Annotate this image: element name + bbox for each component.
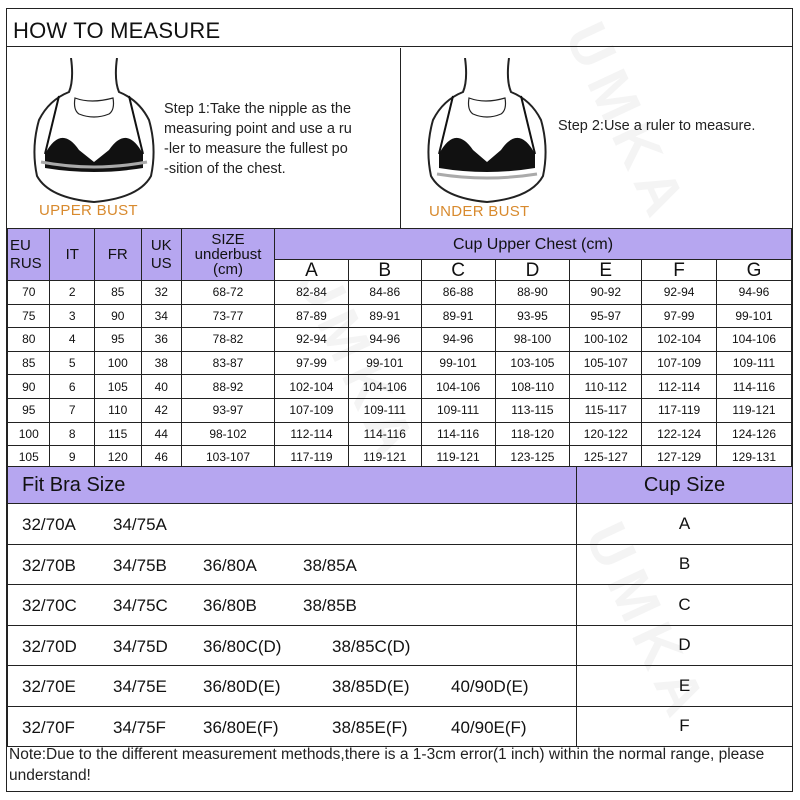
table-cell: 108-110: [495, 375, 570, 399]
measurement-note: Note:Due to the different measurement methods,there is a 1-3cm error(1 inch) within the normal range, please understand!: [9, 746, 765, 784]
table-cell: 117-119: [642, 398, 717, 422]
fit-size-label: 38/85B: [303, 596, 357, 615]
cup-size-cell: F: [577, 706, 793, 747]
table-cell: 112-114: [642, 375, 717, 399]
col-header-uk-us: UK US: [141, 229, 181, 281]
table-cell: 34: [141, 304, 181, 328]
upper-bust-label: UPPER BUST: [39, 202, 138, 219]
table-cell: 107-109: [275, 398, 349, 422]
table-cell: 115-117: [570, 398, 642, 422]
table-cell: 6: [50, 375, 95, 399]
table-cell: 68-72: [181, 281, 274, 305]
fit-sizes-cell: [8, 666, 577, 707]
fit-size-label: 36/80C(D): [203, 636, 282, 656]
table-cell: 124-126: [717, 422, 792, 446]
table-cell: 94-96: [348, 328, 421, 352]
table-cell: 100-102: [570, 328, 642, 352]
table-cell: 82-84: [275, 281, 349, 305]
cup-size-cell: B: [577, 544, 793, 585]
table-cell: 119-121: [348, 446, 421, 470]
table-cell: 8: [50, 422, 95, 446]
table-cell: 88-90: [495, 281, 570, 305]
table-cell: 103-105: [495, 351, 570, 375]
table-cell: 32: [141, 281, 181, 305]
fit-size-label: 34/75B: [113, 555, 167, 575]
table-cell: 98-100: [495, 328, 570, 352]
table-cell: 93-97: [181, 398, 274, 422]
page-header: [7, 9, 792, 47]
table-cell: 90: [8, 375, 50, 399]
table-cell: 119-121: [421, 446, 495, 470]
table-cell: 102-104: [642, 328, 717, 352]
table-cell: 110: [94, 398, 141, 422]
fit-size-label: 38/85D(E): [332, 677, 410, 696]
fit-sizes-cell: [8, 544, 577, 585]
table-cell: 104-106: [348, 375, 421, 399]
cup-size-cell: C: [577, 585, 793, 626]
table-cell: 99-101: [421, 351, 495, 375]
under-bust-label: UNDER BUST: [429, 203, 530, 220]
table-cell: 110-112: [570, 375, 642, 399]
table-cell: 103-107: [181, 446, 274, 470]
table-cell: 97-99: [642, 304, 717, 328]
fit-size-label: 32/70D: [22, 636, 77, 656]
table-cell: 88-92: [181, 375, 274, 399]
fit-size-label: 34/75D: [113, 636, 168, 656]
upper-bust-mannequin-figure: [19, 58, 169, 208]
upper-bust-panel: [7, 48, 401, 228]
fit-size-label: 36/80E(F): [203, 717, 279, 737]
fit-size-label: 34/75E: [113, 677, 167, 696]
table-cell: 95: [8, 398, 50, 422]
table-cell: 105: [8, 446, 50, 470]
fit-bra-size-header: Fit Bra Size: [8, 467, 577, 504]
cup-header: E: [570, 260, 642, 281]
table-cell: 113-115: [495, 398, 570, 422]
fit-sizes-cell: [8, 585, 577, 626]
table-row: [8, 544, 793, 585]
table-cell: 99-101: [348, 351, 421, 375]
table-cell: 75: [8, 304, 50, 328]
table-cell: 73-77: [181, 304, 274, 328]
table-cell: 117-119: [275, 446, 349, 470]
table-cell: 4: [50, 328, 95, 352]
fit-size-label: 36/80A: [203, 555, 257, 575]
table-cell: 105-107: [570, 351, 642, 375]
table-cell: 115: [94, 422, 141, 446]
table-row: [8, 625, 793, 666]
table-cell: 87-89: [275, 304, 349, 328]
table-cell: 46: [141, 446, 181, 470]
table-cell: 89-91: [421, 304, 495, 328]
table-cell: 90-92: [570, 281, 642, 305]
table-cell: 97-99: [275, 351, 349, 375]
page-title: HOW TO MEASURE: [13, 18, 221, 43]
cup-header: B: [348, 260, 421, 281]
cup-size-cell: D: [577, 625, 793, 666]
table-cell: 127-129: [642, 446, 717, 470]
fit-size-label: 34/75A: [113, 515, 167, 534]
table-row: [8, 375, 792, 399]
table-cell: 92-94: [642, 281, 717, 305]
fit-size-label: 40/90E(F): [451, 717, 527, 737]
table-cell: 94-96: [717, 281, 792, 305]
table-row: [8, 351, 792, 375]
under-bust-panel: [401, 48, 792, 228]
table-row: [8, 504, 793, 545]
table-cell: 122-124: [642, 422, 717, 446]
table-row: [8, 422, 792, 446]
table-cell: 95-97: [570, 304, 642, 328]
fit-size-label: 40/90D(E): [451, 677, 529, 696]
table-cell: 3: [50, 304, 95, 328]
cup-header: D: [495, 260, 570, 281]
fit-size-label: 32/70C: [22, 596, 77, 615]
fit-size-label: 36/80B: [203, 596, 257, 615]
table-cell: 102-104: [275, 375, 349, 399]
cup-header: C: [421, 260, 495, 281]
fit-size-label: 38/85E(F): [332, 717, 408, 737]
table-cell: 9: [50, 446, 95, 470]
table-cell: 112-114: [275, 422, 349, 446]
table-cell: 84-86: [348, 281, 421, 305]
table-cell: 100: [8, 422, 50, 446]
cup-size-cell: A: [577, 504, 793, 545]
table-cell: 120: [94, 446, 141, 470]
table-cell: 36: [141, 328, 181, 352]
col-header-size-underbust: SIZE underbust (cm): [181, 229, 274, 281]
table-cell: 85: [94, 281, 141, 305]
table-cell: 83-87: [181, 351, 274, 375]
cup-header: F: [642, 260, 717, 281]
table-cell: 93-95: [495, 304, 570, 328]
fit-size-label: 34/75F: [113, 717, 166, 737]
table-cell: 42: [141, 398, 181, 422]
table-cell: 89-91: [348, 304, 421, 328]
table-row: [8, 281, 792, 305]
cup-header: A: [275, 260, 349, 281]
table-cell: 109-111: [421, 398, 495, 422]
step-2-text: Step 2:Use a ruler to measure.: [558, 118, 756, 134]
table-row: [8, 328, 792, 352]
table-cell: 80: [8, 328, 50, 352]
step-1-text: Step 1:Take the nipple as the measuring point and use a ru -ler to measure the fullest po -sition of the chest.: [164, 101, 352, 177]
size-table: [7, 228, 792, 470]
fit-size-label: 34/75C: [113, 596, 168, 615]
table-cell: 98-102: [181, 422, 274, 446]
table-cell: 123-125: [495, 446, 570, 470]
col-header-cup-upper-chest: Cup Upper Chest (cm): [275, 229, 792, 260]
table-cell: 85: [8, 351, 50, 375]
cup-header: G: [717, 260, 792, 281]
table-cell: 125-127: [570, 446, 642, 470]
table-row: [8, 304, 792, 328]
table-row: [8, 666, 793, 707]
table-cell: 114-116: [421, 422, 495, 446]
table-cell: 90: [94, 304, 141, 328]
table-row: [8, 706, 793, 747]
fit-bra-size-table: [7, 466, 793, 747]
table-cell: 95: [94, 328, 141, 352]
col-header-eu-rus: EU RUS: [8, 229, 50, 281]
col-header-fr: FR: [94, 229, 141, 281]
table-cell: 129-131: [717, 446, 792, 470]
table-row: [8, 585, 793, 626]
table-cell: 109-111: [717, 351, 792, 375]
fit-size-label: 32/70E: [22, 677, 76, 696]
table-cell: 70: [8, 281, 50, 305]
table-cell: 5: [50, 351, 95, 375]
col-header-it: IT: [50, 229, 95, 281]
table-cell: 104-106: [717, 328, 792, 352]
table-row: [8, 398, 792, 422]
table-cell: 7: [50, 398, 95, 422]
cup-size-header: Cup Size: [577, 467, 793, 504]
table-cell: 40: [141, 375, 181, 399]
table-cell: 114-116: [348, 422, 421, 446]
table-cell: 118-120: [495, 422, 570, 446]
table-cell: 2: [50, 281, 95, 305]
table-cell: 78-82: [181, 328, 274, 352]
fit-size-label: 36/80D(E): [203, 677, 281, 696]
table-cell: 94-96: [421, 328, 495, 352]
table-cell: 105: [94, 375, 141, 399]
table-cell: 38: [141, 351, 181, 375]
table-cell: 44: [141, 422, 181, 446]
fit-sizes-cell: [8, 706, 577, 747]
table-cell: 120-122: [570, 422, 642, 446]
table-cell: 114-116: [717, 375, 792, 399]
under-bust-mannequin-figure: [417, 58, 557, 208]
fit-size-label: 32/70F: [22, 717, 75, 737]
table-cell: 109-111: [348, 398, 421, 422]
table-cell: 86-88: [421, 281, 495, 305]
fit-size-label: 38/85C(D): [332, 636, 411, 656]
fit-size-label: 38/85A: [303, 555, 357, 575]
fit-size-label: 32/70A: [22, 515, 76, 534]
table-cell: 104-106: [421, 375, 495, 399]
table-cell: 119-121: [717, 398, 792, 422]
fit-sizes-cell: [8, 625, 577, 666]
fit-size-label: 32/70B: [22, 555, 76, 575]
cup-size-cell: E: [577, 666, 793, 707]
fit-sizes-cell: [8, 504, 577, 545]
table-cell: 99-101: [717, 304, 792, 328]
table-cell: 107-109: [642, 351, 717, 375]
table-cell: 92-94: [275, 328, 349, 352]
table-cell: 100: [94, 351, 141, 375]
